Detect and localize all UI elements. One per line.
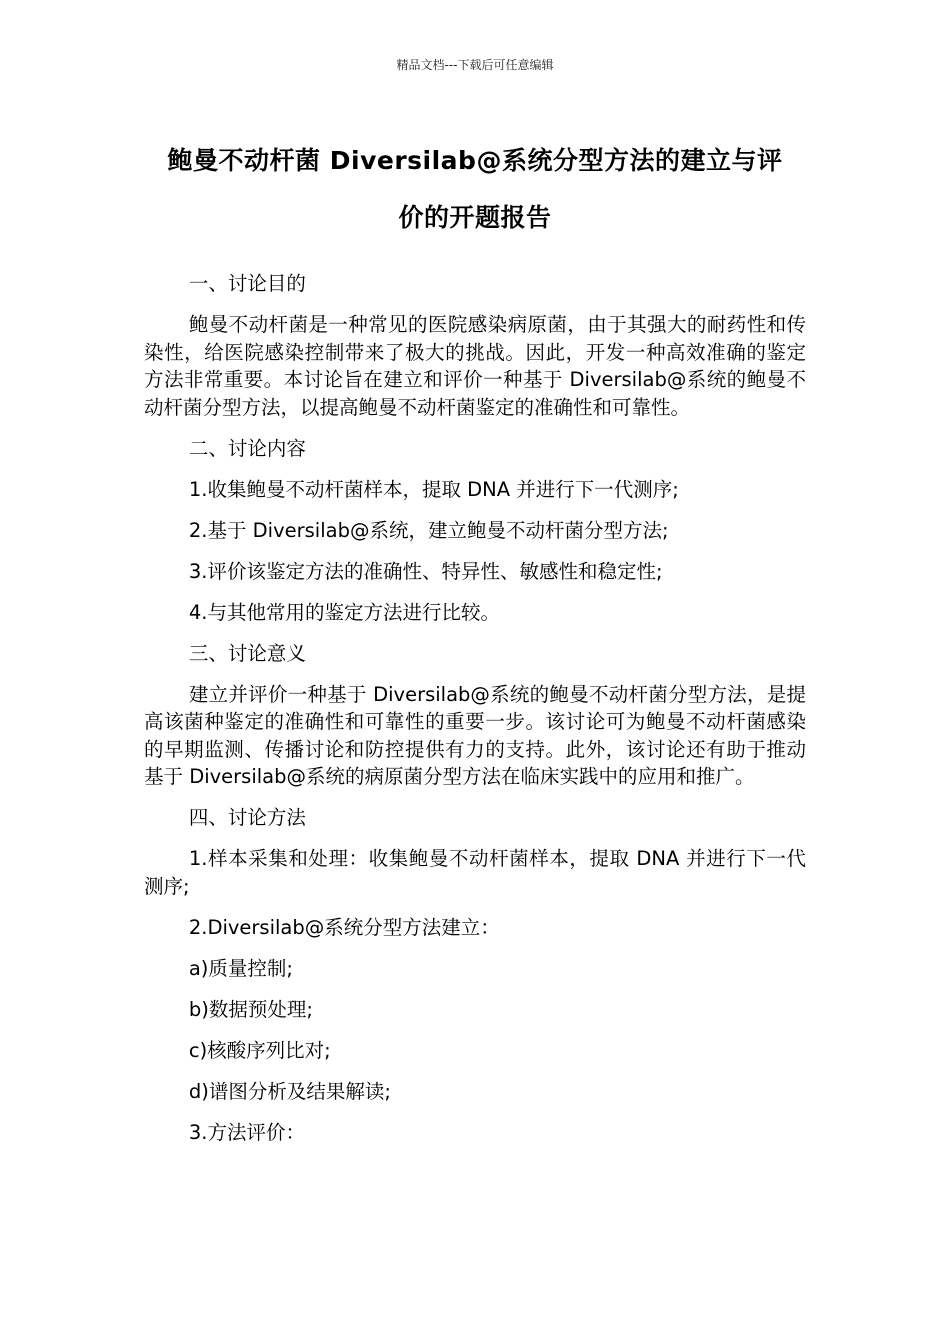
list-item: c)核酸序列比对; — [188, 1038, 331, 1062]
section-heading-significance: 三、讨论意义 — [188, 641, 306, 665]
list-item: b)数据预处理; — [188, 997, 313, 1021]
paragraph-significance: 建立并评价一种基于 Diversilab@系统的鲍曼不动杆菌分型方法，是提高该菌种鉴定的准确性和可靠性的重要一步。该讨论可为鲍曼不动杆菌感染的早期监测、传播讨论和防控提供有力的支持。此外，该讨论还有助于推动基于 Diversilab@系统的病原菌分型方法在临床实践中的应用和推广。 — [144, 682, 806, 788]
title-line-1: 鲍曼不动杆菌 Diversilab@系统分型方法的建立与评 — [167, 146, 783, 175]
document-title — [140, 132, 810, 246]
list-item: d)谱图分析及结果解读; — [188, 1079, 391, 1103]
paragraph-purpose: 鲍曼不动杆菌是一种常见的医院感染病原菌，由于其强大的耐药性和传染性，给医院感染控制带来了极大的挑战。因此，开发一种高效准确的鉴定方法非常重要。本讨论旨在建立和评价一种基于 Diversilab@系统的鲍曼不动杆菌分型方法，以提高鲍曼不动杆菌鉴定的准确性和可靠性。 — [144, 313, 806, 419]
document-body — [144, 270, 806, 1160]
list-item: 3.评价该鉴定方法的准确性、特异性、敏感性和稳定性; — [188, 559, 663, 583]
list-item: 2.Diversilab@系统分型方法建立： — [188, 915, 500, 939]
section-heading-methods: 四、讨论方法 — [188, 806, 306, 829]
section-heading-content: 二、讨论内容 — [188, 436, 306, 460]
header-watermark: 精品文档---下载后可任意编辑 — [396, 58, 554, 72]
list-item: a)质量控制; — [188, 956, 293, 980]
list-item: 1.收集鲍曼不动杆菌样本，提取 DNA 并进行下一代测序; — [188, 477, 679, 501]
section-heading-purpose: 一、讨论目的 — [188, 272, 306, 295]
list-item: 1.样本采集和处理：收集鲍曼不动杆菌样本，提取 DNA 并进行下一代测序; — [144, 847, 806, 898]
title-line-2: 价的开题报告 — [398, 203, 552, 232]
list-item: 4.与其他常用的鉴定方法进行比较。 — [188, 600, 500, 624]
list-item: 3.方法评价： — [188, 1120, 305, 1144]
list-item: 2.基于 Diversilab@系统，建立鲍曼不动杆菌分型方法; — [188, 518, 669, 542]
